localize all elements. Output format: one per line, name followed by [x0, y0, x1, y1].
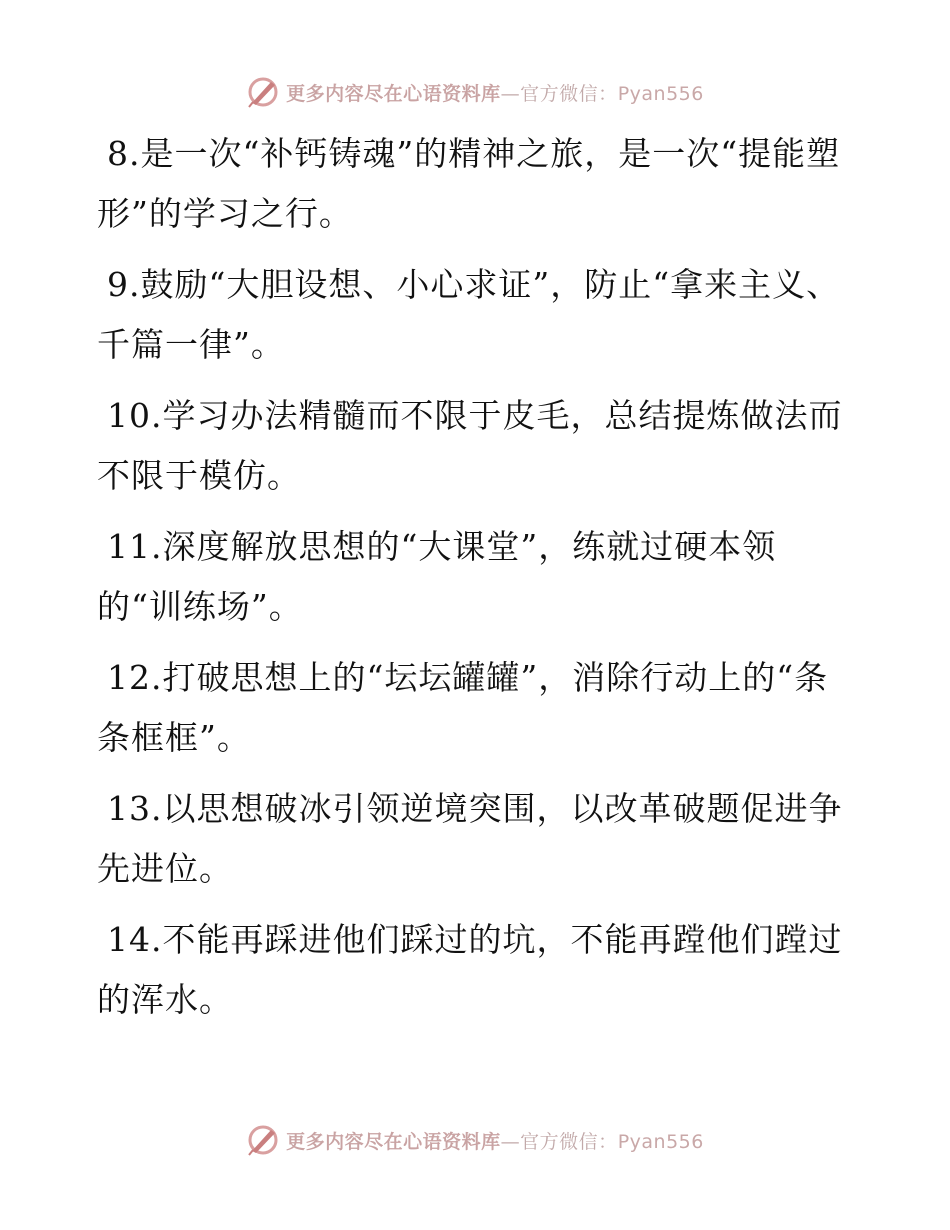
watermark-site: 更多内容尽在心语资料库 — [286, 82, 501, 105]
item-text: 学习办法精髓而不限于皮毛，总结提炼做法而不限于模仿。 — [97, 396, 843, 495]
item-text: 打破思想上的“坛坛罐罐”，消除行动上的“条条框框”。 — [97, 658, 829, 757]
watermark-wechat-label: 官方微信： — [520, 82, 618, 105]
list-item — [97, 517, 857, 637]
item-number: 13. — [107, 789, 163, 828]
watermark-header — [0, 72, 950, 112]
item-text: 深度解放思想的“大课堂”，练就过硬本领的“训练场”。 — [97, 527, 777, 626]
list-item — [97, 255, 857, 375]
item-number: 12. — [107, 658, 163, 697]
watermark-separator: — — [500, 82, 521, 105]
watermark-separator: — — [500, 1130, 521, 1153]
watermark-site: 更多内容尽在心语资料库 — [286, 1130, 501, 1153]
watermark-wechat-label: 官方微信： — [520, 1130, 618, 1153]
item-text: 是一次“补钙铸魂”的精神之旅，是一次“提能塑形”的学习之行。 — [97, 134, 841, 233]
item-number: 14. — [107, 920, 163, 959]
item-number: 8. — [107, 134, 141, 173]
item-text: 鼓励“大胆设想、小心求证”，防止“拿来主义、千篇一律”。 — [97, 265, 841, 364]
item-number: 10. — [107, 396, 163, 435]
quill-pen-logo-icon — [246, 1123, 280, 1157]
watermark-text — [286, 1127, 704, 1154]
item-number: 11. — [107, 527, 163, 566]
watermark-wechat-id: Pyan556 — [617, 82, 704, 105]
item-number: 9. — [107, 265, 141, 304]
list-item — [97, 124, 857, 244]
list-item — [97, 910, 857, 1030]
quill-pen-logo-icon — [246, 75, 280, 109]
watermark-text — [286, 79, 704, 106]
watermark-footer — [0, 1120, 950, 1160]
list-item — [97, 779, 857, 899]
item-list — [97, 124, 857, 1041]
item-text: 不能再踩进他们踩过的坑，不能再蹚他们蹚过的浑水。 — [97, 920, 843, 1019]
list-item — [97, 386, 857, 506]
list-item — [97, 648, 857, 768]
item-text: 以思想破冰引领逆境突围，以改革破题促进争先进位。 — [97, 789, 843, 888]
watermark-wechat-id: Pyan556 — [617, 1130, 704, 1153]
